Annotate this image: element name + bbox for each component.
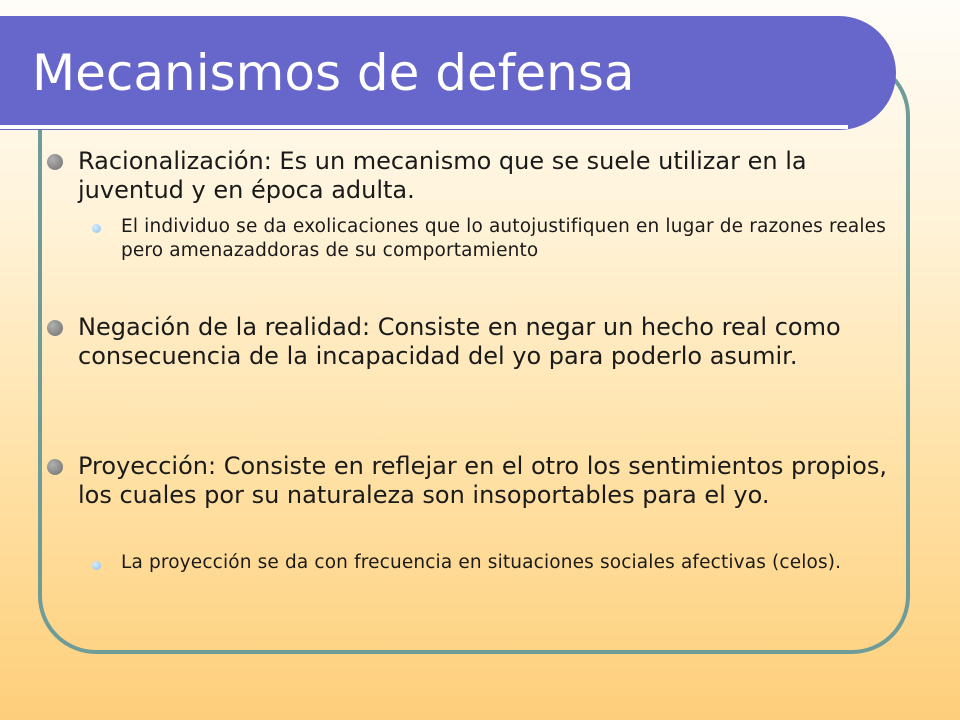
sub-bullet-text: El individuo se da exolicaciones que lo autojustifiquen en lugar de razones reales pero amenazaddoras de su comportamiento [121, 216, 886, 261]
bullet-dot-icon [47, 154, 63, 170]
bullet-text: Negación de la realidad: Consiste en negar un hecho real como consecuencia de la incapacidad del yo para poderlo asumir. [78, 313, 841, 370]
sub-bullet-text: La proyección se da con frecuencia en situaciones sociales afectivas (celos). [121, 552, 842, 573]
sub-bullet-dot-icon [92, 561, 101, 570]
bullet-dot-icon [47, 459, 63, 475]
bullet-text: Racionalización: Es un mecanismo que se suele utilizar en la juventud y en época adulta. [78, 147, 807, 204]
bullet-text: Proyección: Consiste en reflejar en el otro los sentimientos propios, los cuales por su naturaleza son insoportables para el yo. [78, 452, 887, 509]
sub-bullet-dot-icon [92, 224, 101, 233]
title-underline [0, 125, 848, 129]
slide-title: Mecanismos de defensa [32, 44, 635, 102]
bullet-dot-icon [47, 320, 63, 336]
